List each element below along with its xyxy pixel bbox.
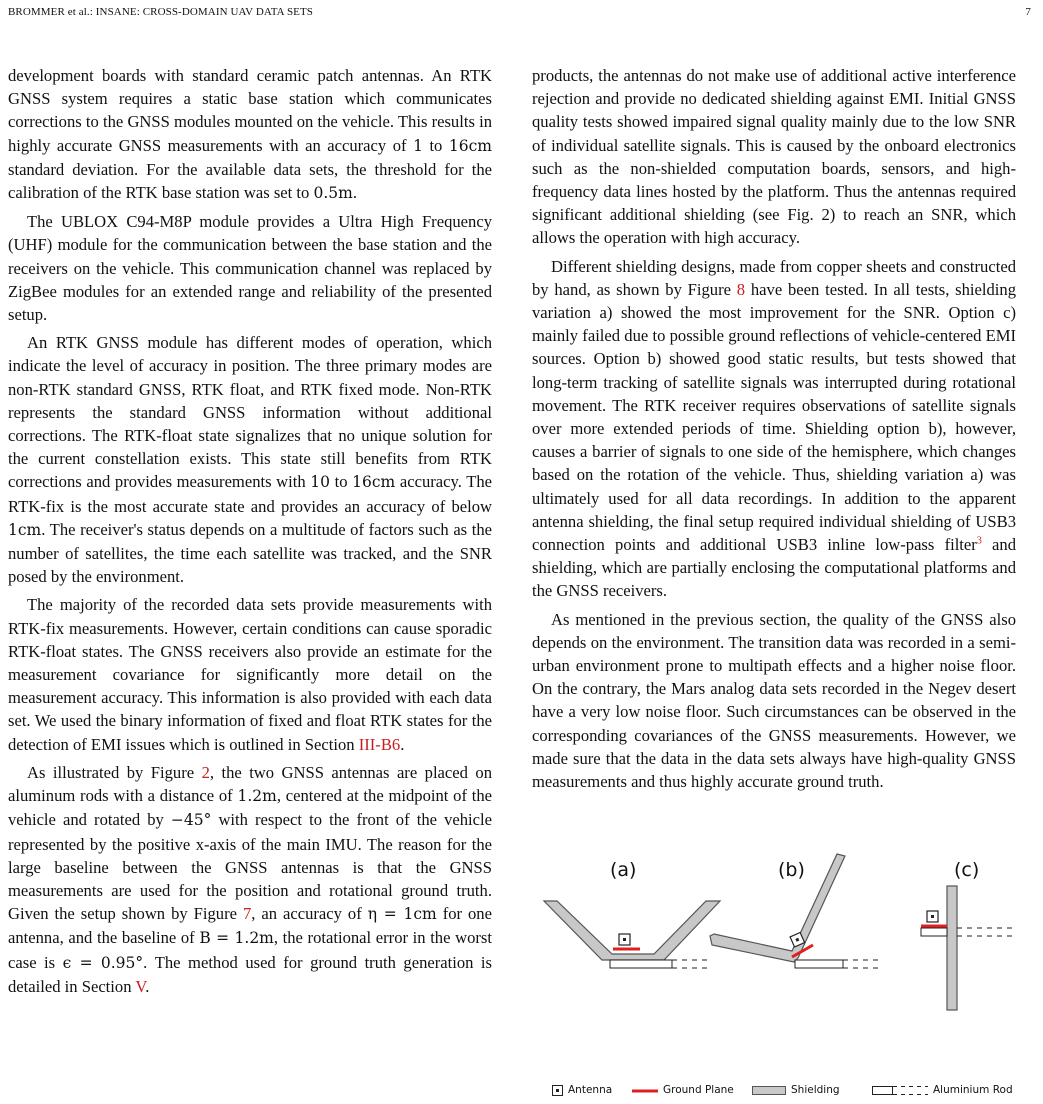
ground-plane-icon <box>632 1085 658 1096</box>
figure-link[interactable]: 7 <box>242 904 252 924</box>
panel-label-a: (a) <box>610 859 637 881</box>
paragraph: As illustrated by Figure 2, the two GNSS antennas are placed on aluminum rods with a distance of 1.2m, centered at the midpoint of the vehicle and rotated by −45° with respect to the front of the vehicle represented by the positive x-axis of the main IMU. The reason for the large baseline between the GNSS antennas is that the GNSS measurements are used for the position and rotational ground truth. Given the setup shown by Figure 7, an accuracy of η = 1cm for one antenna, and the baseline of B = 1.2m, the rotational error in the worst case is ϵ = 0.95°. The method used for ground truth generation is detailed in Section V. <box>8 762 493 996</box>
footnote-marker[interactable]: 3 <box>976 535 982 547</box>
shielding-figure <box>530 830 1034 1090</box>
figure-link[interactable]: 2 <box>201 762 210 782</box>
legend-ground-plane: Ground Plane <box>632 1084 734 1096</box>
legend-antenna: Antenna <box>552 1084 612 1096</box>
aluminium-rod <box>921 928 947 936</box>
shielding-shape <box>947 886 957 1010</box>
paragraph: An RTK GNSS module has different modes of operation, which indicate the level of accuracy in position. The three primary modes are non-RTK standard GNSS, RTK float, and RTK fixed mode. Non-RTK represents the standard GNSS information without additional corrections. The RTK-float state signalizes that no unique solution for the current constellation exists. This state still benefits from RTK corrections and provides measurements with 10 to 16cm accuracy. The RTK-fix is the most accurate state and provides an accuracy of below 1cm. The receiver's status depends on a multitude of factors such as the number of satellites, the time each satellite was tracked, and the SNR posed by the environment. <box>8 333 492 587</box>
paragraph: As mentioned in the previous section, the quality of the GNSS also depends on the environment. The transition data was recorded in a semi-urban environment prone to multipath effects and a higher noise floor. On the contrary, the Mars analog data sets recorded in the Negev desert have a very low noise floor. Such circumstances can be observed in the corresponding covariances of the GNSS measurements. However, we made sure that the data in the data sets always have high-quality GNSS measurements and thus highly accurate ground truth. <box>532 609 1016 792</box>
page-number: 7 <box>1025 6 1031 18</box>
antenna-icon <box>552 1085 563 1096</box>
aluminium-rod <box>795 960 843 968</box>
shielding-diagram <box>530 830 1034 1084</box>
right-column <box>532 64 1016 793</box>
figure-link[interactable]: 8 <box>736 279 746 299</box>
paragraph: products, the antennas do not make use of additional active interference rejection and provide no dedicated shielding against EMI. Initial GNSS quality tests showed impaired signal quality mainly due to the low SNR of individual satellite signals. This is caused by the onboard electronics such as the non-shielded computation boards, sensors, and high-frequency data lines hosted by the platform. Thus the antennas required significant additional shielding (see Fig. 2) to reach an SNR, which allows the operation with high accuracy. <box>532 66 1016 248</box>
paragraph: development boards with standard ceramic patch antennas. An RTK GNSS system requires a static base station which communicates corrections to the GNSS modules mounted on the vehicle. This results in highly accurate GNSS measurements with an accuracy of 1 to 16cm standard deviation. For the available data sets, the threshold for the calibration of the RTK base station was set to 0.5m. <box>8 66 492 203</box>
paragraph: Different shielding designs, made from copper sheets and constructed by hand, as shown by Figure 8 have been tested. In all tests, shielding variation a) showed the most improvement for the SNR. Option c) mainly failed due to possible ground reflections of vehicle-centered EMI sources. Option b) showed good static results, but tests showed that long-term tracking of satellite signals was interrupted during rotational movement. The RTK receiver requires observations of satellite signals over more extended periods of time. Shielding option b), however, causes a barrier of signals to one side of the hemisphere, which changes based on the rotation of the vehicle. Thus, shielding variation a) was ultimately used for all data recordings. In addition to the apparent antenna shielding, the final setup required individual shielding of USB3 connection points and additional USB3 inline low-pass filter$^3$ and shielding, which are partially enclosing the computational platforms and the GNSS receivers. <box>532 256 1016 601</box>
shielding-icon <box>752 1085 786 1096</box>
shielding-shape <box>544 901 720 960</box>
panel-label-b: (b) <box>778 859 805 881</box>
aluminium-rod-icon <box>872 1085 928 1096</box>
paragraph: The majority of the recorded data sets provide measurements with RTK-fix measurements. However, certain conditions can cause sporadic RTK-float states. The GNSS receivers also provide an estimate for the measurement covariance for significantly more detail on the measurement accuracy. This information is also provided with each data set. We used the binary information of fixed and float RTK states for the detection of EMI issues which is outlined in Section III-B6. <box>8 595 492 754</box>
aluminium-rod <box>610 960 672 968</box>
figure-legend <box>552 1084 1032 1102</box>
running-head <box>8 6 1035 18</box>
panel-a-drawing <box>544 901 720 968</box>
panel-c-drawing <box>921 886 1012 1010</box>
section-link[interactable]: V <box>135 976 146 996</box>
section-link[interactable]: III-B6 <box>358 734 401 754</box>
legend-aluminium-rod: Aluminium Rod <box>872 1084 1013 1096</box>
left-column <box>8 64 492 998</box>
legend-shielding: Shielding <box>752 1084 840 1096</box>
paragraph: The UBLOX C94-M8P module provides a Ultra High Frequency (UHF) module for the communication between the base station and the receivers on the vehicle. This communication channel was replaced by ZigBee modules for an extended range and reliability of the presented setup. <box>8 212 492 325</box>
panel-label-c: (c) <box>954 859 980 881</box>
running-head-text: BROMMER et al.: INSANE: CROSS-DOMAIN UAV DATA SETS <box>8 6 314 18</box>
